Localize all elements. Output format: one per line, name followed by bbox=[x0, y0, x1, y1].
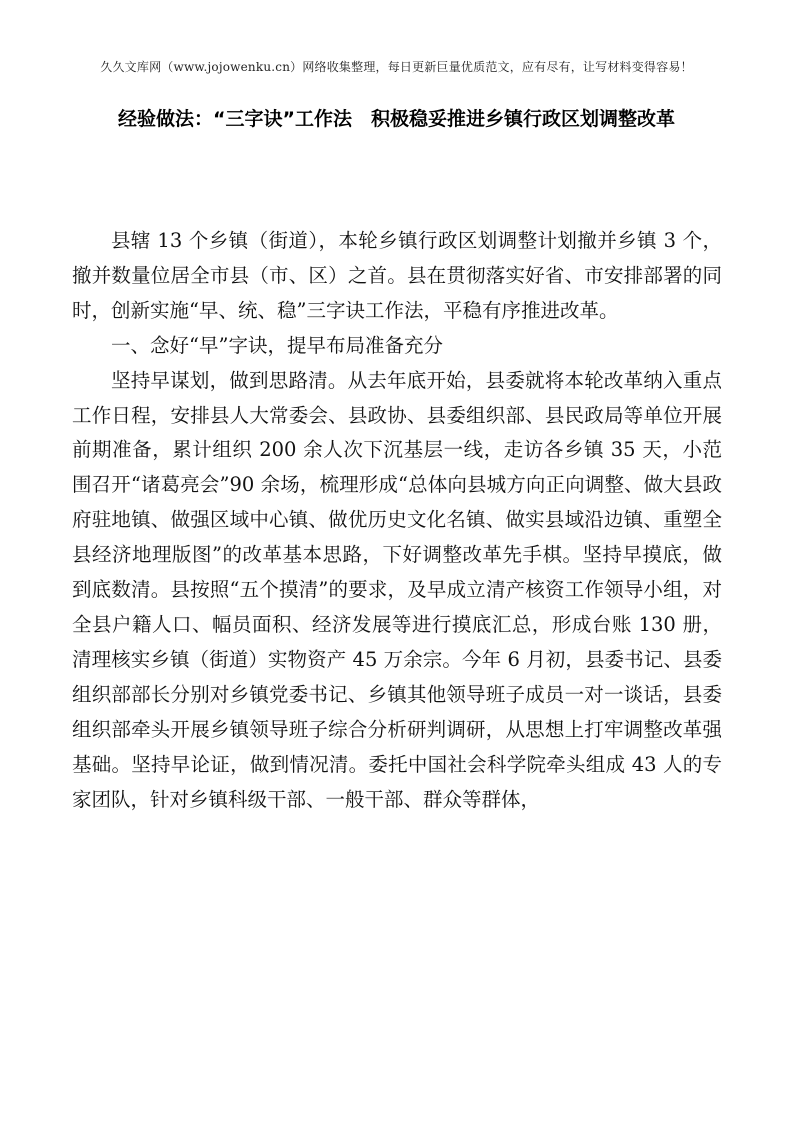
paragraph-section-1: 坚持早谋划，做到思路清。从去年底开始，县委就将本轮改革纳入重点工作日程，安排县人大常委会、县政协、县委组织部、县民政局等单位开展前期准备，累计组织 200 余人次下沉基层一线，走访各乡镇 35 天，小范围召开“诸葛亮会”90 余场，梳理形成“总体向县城方向正向调整、做大县政府驻地镇、做强区域中心镇、做优历史文化名镇、做实县域沿边镇、重塑全县经济地理版图”的改革基本思路，下好调整改革先手棋。坚持早摸底，做到底数清。县按照“五个摸清”的要求，及早成立清产核资工作领导小组，对全县户籍人口、幅员面积、经济发展等进行摸底汇总，形成台账 130 册，清理核实乡镇（街道）实物资产 45 万余宗。今年 6 月初，县委书记、县委组织部部长分别对乡镇党委书记、乡镇其他领导班子成员一对一谈话，县委组织部牵头开展乡镇领导班子综合分析研判调研，从思想上打牢调整改革强基础。坚持早论证，做到情况清。委托中国社会科学院牵头组成 43 人的专家团队，针对乡镇科级干部、一般干部、群众等群体， bbox=[72, 368, 722, 811]
document-body bbox=[72, 224, 722, 817]
paragraph-intro: 县辖 13 个乡镇（街道），本轮乡镇行政区划调整计划撤并乡镇 3 个，撤并数量位居全市县（市、区）之首。县在贯彻落实好省、市安排部署的同时，创新实施“早、统、稳”三字诀工作法，平稳有序推进改革。 bbox=[72, 229, 722, 322]
document-title: 经验做法：“三字诀”工作法 积极稳妥推进乡镇行政区划调整改革 bbox=[118, 108, 675, 130]
header-note: 久久文库网（www.jojowenku.cn）网络收集整理，每日更新巨量优质范文，应有尽有，让写材料变得容易！ bbox=[100, 60, 693, 74]
section-heading-1: 一、念好“早”字诀，提早布局准备充分 bbox=[111, 333, 443, 357]
